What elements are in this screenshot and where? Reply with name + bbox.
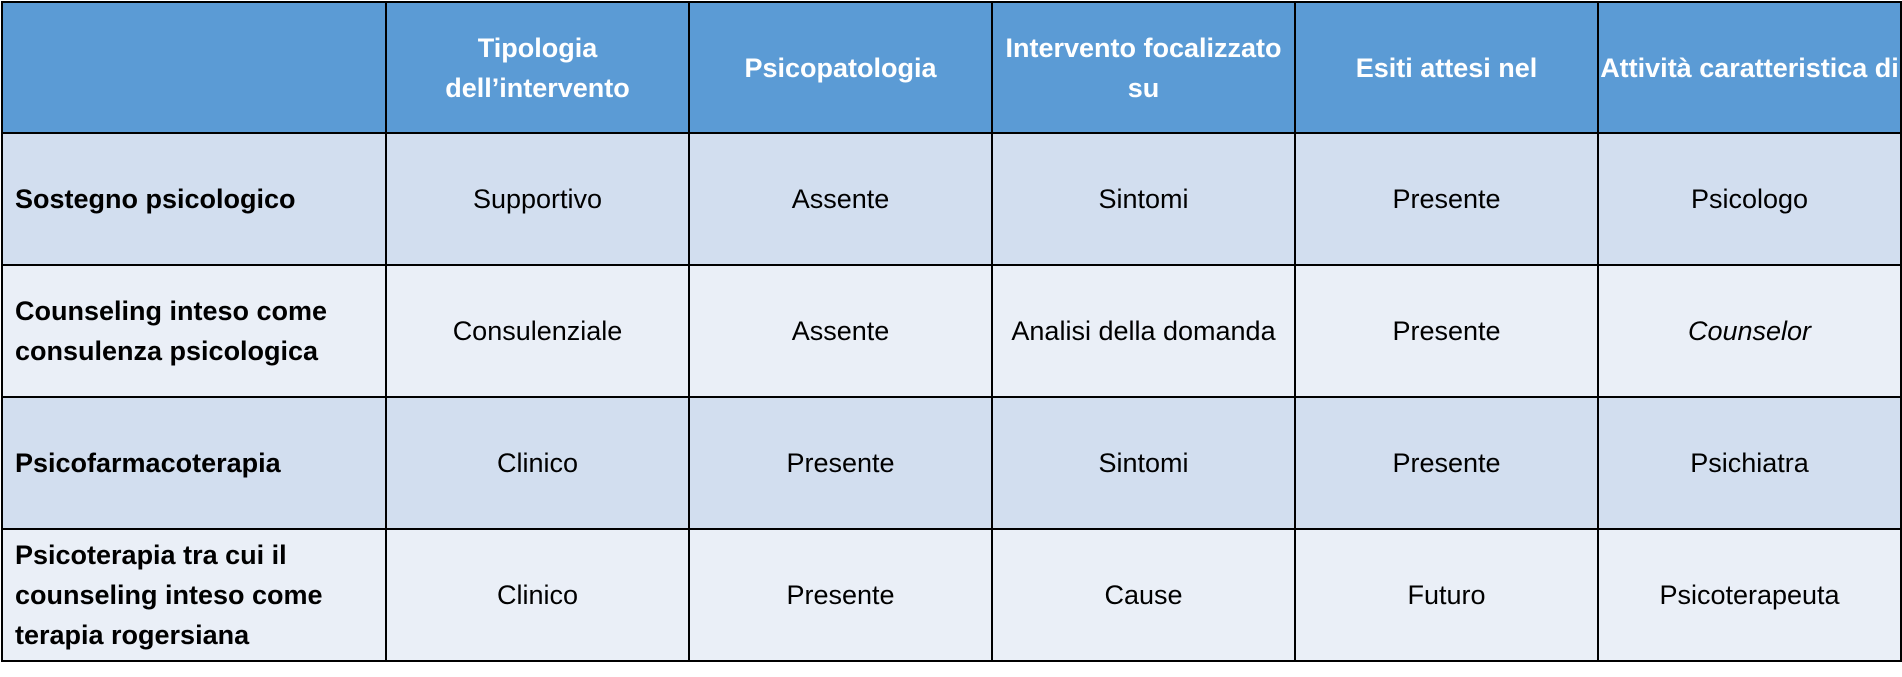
- table-cell: Presente: [689, 397, 992, 529]
- row-label: Psicoterapia tra cui il counseling inteso come terapia rogersiana: [2, 529, 386, 661]
- table-cell: Sintomi: [992, 133, 1295, 265]
- table-cell: Presente: [1295, 133, 1598, 265]
- table-cell: Psicologo: [1598, 133, 1901, 265]
- table-cell: Presente: [1295, 397, 1598, 529]
- table-cell: Psichiatra: [1598, 397, 1901, 529]
- table-cell: Cause: [992, 529, 1295, 661]
- table-cell: Assente: [689, 265, 992, 397]
- header-cell-psicopatologia: Psicopatologia: [689, 2, 992, 133]
- table-header-row: [2, 2, 1901, 133]
- table-row: [2, 265, 1901, 397]
- header-cell-empty: [2, 2, 386, 133]
- table-cell: Futuro: [1295, 529, 1598, 661]
- table-cell: Presente: [689, 529, 992, 661]
- table-row: [2, 397, 1901, 529]
- table-cell: Clinico: [386, 397, 689, 529]
- row-label: Counseling inteso come consulenza psicologica: [2, 265, 386, 397]
- table-cell: Supportivo: [386, 133, 689, 265]
- table-cell: Presente: [1295, 265, 1598, 397]
- table-cell: Clinico: [386, 529, 689, 661]
- table-cell: Consulenziale: [386, 265, 689, 397]
- header-cell-tipologia: Tipologia dell’intervento: [386, 2, 689, 133]
- table-cell: Psicoterapeuta: [1598, 529, 1901, 661]
- table-cell: Analisi della domanda: [992, 265, 1295, 397]
- table-row: [2, 529, 1901, 661]
- header-cell-intervento: Intervento focalizzato su: [992, 2, 1295, 133]
- row-label: Psicofarmacoterapia: [2, 397, 386, 529]
- comparison-table: [1, 1, 1902, 662]
- table-cell: Assente: [689, 133, 992, 265]
- table-row: [2, 133, 1901, 265]
- header-cell-attivita: Attività caratteristica di: [1598, 2, 1901, 133]
- table-cell: Counselor: [1598, 265, 1901, 397]
- table-cell: Sintomi: [992, 397, 1295, 529]
- header-cell-esiti: Esiti attesi nel: [1295, 2, 1598, 133]
- row-label: Sostegno psicologico: [2, 133, 386, 265]
